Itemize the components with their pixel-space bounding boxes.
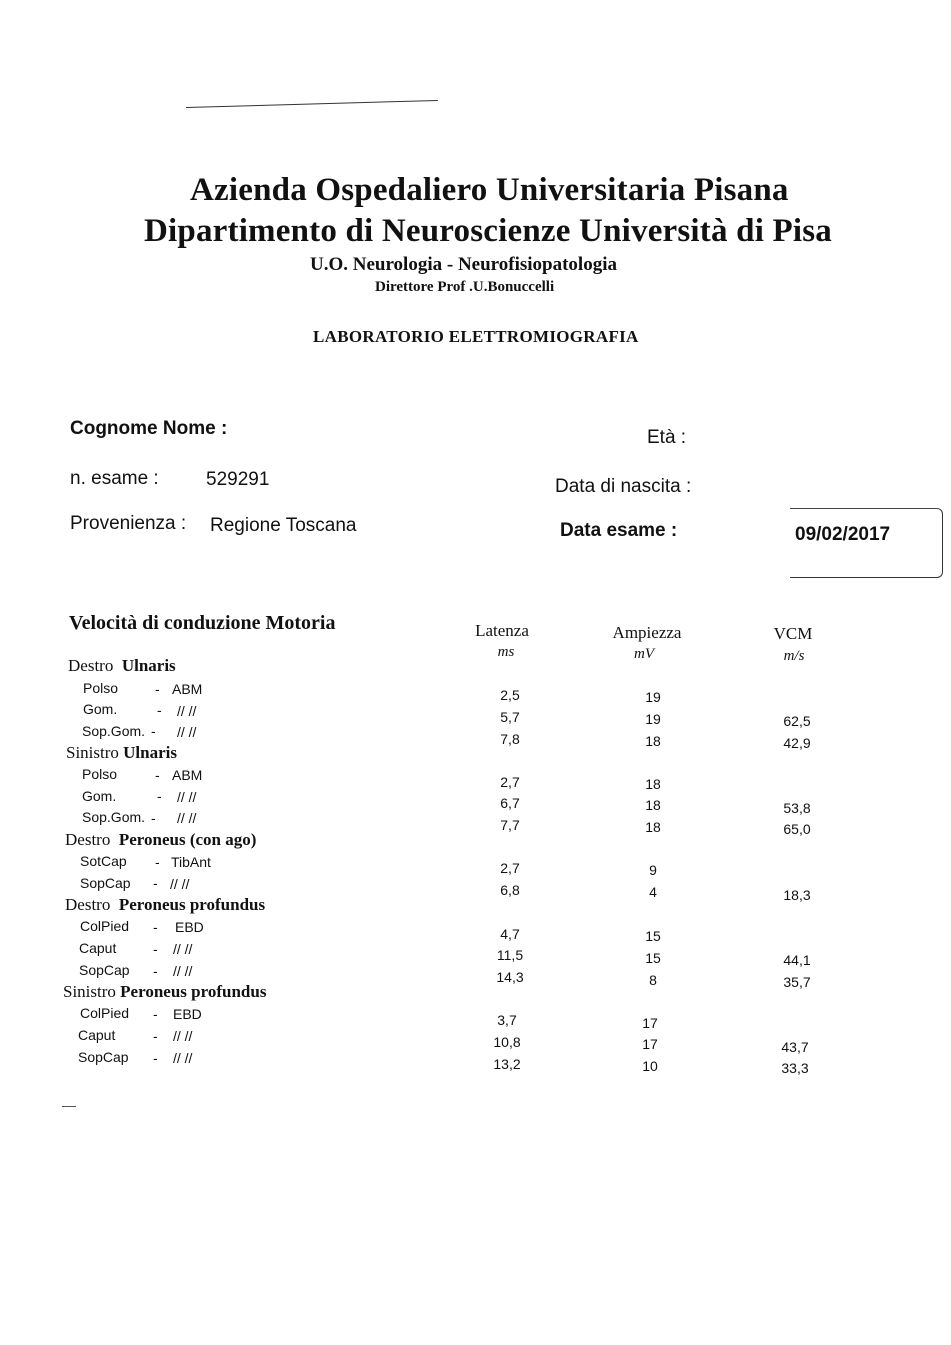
cell-latency: 3,7 bbox=[497, 1012, 517, 1028]
col-header-latency: Latenza bbox=[475, 621, 529, 640]
exam-date-value: 09/02/2017 bbox=[795, 524, 891, 545]
group-side: Sinistro bbox=[63, 982, 116, 1001]
cell-amplitude: 8 bbox=[649, 972, 657, 988]
cell-amplitude: 18 bbox=[645, 797, 661, 813]
col-unit-vcm: m/s bbox=[783, 648, 805, 664]
origin-value: Regione Toscana bbox=[210, 515, 357, 536]
group-side: Destro bbox=[68, 656, 114, 675]
row-site: Polso bbox=[83, 680, 119, 696]
cell-vcm: 35,7 bbox=[783, 974, 811, 990]
director-line: Direttore Prof .U.Bonuccelli bbox=[375, 279, 555, 295]
group-nerve: Peroneus profundus bbox=[120, 982, 267, 1001]
age-label: Età : bbox=[647, 427, 687, 448]
row-target: EBD bbox=[173, 1006, 202, 1022]
row-sep: - bbox=[153, 941, 158, 957]
row-site: Caput bbox=[78, 1027, 116, 1043]
row-target: TibAnt bbox=[171, 854, 211, 870]
cell-vcm: 42,9 bbox=[783, 735, 811, 751]
row-sep: - bbox=[153, 1028, 158, 1044]
cell-latency: 2,5 bbox=[500, 687, 520, 703]
row-target: ABM bbox=[172, 681, 203, 697]
group-nerve: Peroneus (con ago) bbox=[118, 830, 257, 849]
group-side: Destro bbox=[65, 895, 111, 914]
cell-latency: 5,7 bbox=[500, 709, 520, 725]
row-sep: - bbox=[155, 681, 160, 697]
row-target: // // bbox=[177, 810, 197, 826]
row-site: SotCap bbox=[80, 853, 127, 869]
col-unit-amplitude: mV bbox=[634, 646, 654, 662]
cell-vcm: 53,8 bbox=[783, 800, 811, 816]
col-header-vcm: VCM bbox=[773, 624, 813, 643]
cell-latency: 6,8 bbox=[500, 882, 520, 898]
row-target: // // bbox=[173, 941, 193, 957]
cell-latency: 11,5 bbox=[496, 947, 524, 963]
cell-amplitude: 4 bbox=[649, 884, 657, 900]
cell-latency: 2,7 bbox=[500, 774, 520, 790]
row-site: Gom. bbox=[82, 788, 117, 804]
origin-label: Provenienza : bbox=[70, 513, 187, 534]
group-side: Sinistro bbox=[66, 743, 119, 762]
col-unit-latency: ms bbox=[497, 644, 515, 660]
cell-latency: 2,7 bbox=[500, 860, 520, 876]
cell-amplitude: 18 bbox=[645, 733, 661, 749]
cell-latency: 13,2 bbox=[493, 1056, 521, 1072]
exam-number-label: n. esame : bbox=[70, 468, 159, 489]
row-target: // // bbox=[177, 789, 197, 805]
footer-dash bbox=[62, 1106, 76, 1107]
row-sep: - bbox=[153, 875, 158, 891]
row-site: Polso bbox=[82, 766, 118, 782]
cell-amplitude: 18 bbox=[645, 776, 661, 792]
section-title: Velocità di conduzione Motoria bbox=[69, 612, 336, 634]
cell-amplitude: 9 bbox=[649, 862, 657, 878]
cell-amplitude: 15 bbox=[645, 928, 661, 944]
cell-amplitude: 10 bbox=[642, 1058, 658, 1074]
group-nerve: Ulnaris bbox=[123, 743, 177, 762]
cell-latency: 7,8 bbox=[500, 731, 520, 747]
birth-date-label: Data di nascita : bbox=[555, 476, 692, 497]
row-site: Sop.Gom. bbox=[82, 809, 146, 825]
row-target: ABM bbox=[172, 767, 203, 783]
group-heading bbox=[68, 656, 176, 676]
cell-latency: 10,8 bbox=[493, 1034, 521, 1050]
row-site: SopCap bbox=[80, 875, 131, 891]
row-sep: - bbox=[151, 810, 156, 826]
row-site: ColPied bbox=[80, 918, 130, 934]
row-site: Gom. bbox=[83, 701, 118, 717]
row-target: // // bbox=[173, 963, 193, 979]
name-label: Cognome Nome : bbox=[70, 418, 228, 439]
row-site: SopCap bbox=[79, 962, 130, 978]
row-target: EBD bbox=[175, 919, 204, 935]
cell-vcm: 43,7 bbox=[781, 1039, 809, 1055]
cell-vcm: 62,5 bbox=[783, 713, 811, 729]
row-sep: - bbox=[157, 702, 162, 718]
row-target: // // bbox=[170, 876, 190, 892]
cell-vcm: 44,1 bbox=[783, 952, 811, 968]
group-heading bbox=[66, 743, 177, 763]
row-sep: - bbox=[151, 723, 156, 739]
group-side: Destro bbox=[65, 830, 111, 849]
row-target: // // bbox=[173, 1050, 193, 1066]
unit-title: U.O. Neurologia - Neurofisiopatologia bbox=[310, 254, 617, 275]
row-sep: - bbox=[157, 788, 162, 804]
cell-amplitude: 15 bbox=[645, 950, 661, 966]
row-site: SopCap bbox=[78, 1049, 129, 1065]
row-sep: - bbox=[155, 767, 160, 783]
row-target: // // bbox=[177, 724, 197, 740]
cell-latency: 7,7 bbox=[500, 817, 520, 833]
cell-latency: 6,7 bbox=[500, 795, 520, 811]
group-heading bbox=[65, 830, 256, 850]
row-sep: - bbox=[153, 963, 158, 979]
row-target: // // bbox=[173, 1028, 193, 1044]
cell-latency: 4,7 bbox=[500, 926, 520, 942]
row-site: Caput bbox=[79, 940, 117, 956]
cell-amplitude: 18 bbox=[645, 819, 661, 835]
cell-vcm: 18,3 bbox=[783, 887, 811, 903]
group-nerve: Peroneus profundus bbox=[118, 895, 266, 914]
dept-title: Dipartimento di Neuroscienze Università di Pisa bbox=[144, 213, 832, 249]
exam-date-label: Data esame : bbox=[560, 520, 678, 541]
top-rule bbox=[186, 100, 438, 108]
cell-vcm: 33,3 bbox=[781, 1060, 809, 1076]
cell-amplitude: 19 bbox=[645, 689, 661, 705]
row-target: // // bbox=[177, 703, 197, 719]
cell-amplitude: 19 bbox=[645, 711, 661, 727]
group-heading bbox=[65, 895, 265, 915]
row-sep: - bbox=[153, 1006, 158, 1022]
org-title: Azienda Ospedaliero Universitaria Pisana bbox=[190, 172, 789, 208]
row-site: ColPied bbox=[80, 1005, 130, 1021]
row-sep: - bbox=[155, 854, 160, 870]
lab-title: LABORATORIO ELETTROMIOGRAFIA bbox=[313, 327, 639, 346]
row-site: Sop.Gom. bbox=[82, 723, 146, 739]
exam-number-value: 529291 bbox=[206, 469, 270, 490]
group-heading bbox=[63, 982, 266, 1002]
row-sep: - bbox=[153, 1050, 158, 1066]
cell-amplitude: 17 bbox=[642, 1036, 658, 1052]
cell-vcm: 65,0 bbox=[783, 821, 811, 837]
group-nerve: Ulnaris bbox=[121, 656, 176, 675]
col-header-amplitude: Ampiezza bbox=[612, 623, 682, 642]
cell-latency: 14,3 bbox=[496, 969, 524, 985]
cell-amplitude: 17 bbox=[642, 1015, 658, 1031]
row-sep: - bbox=[153, 919, 158, 935]
